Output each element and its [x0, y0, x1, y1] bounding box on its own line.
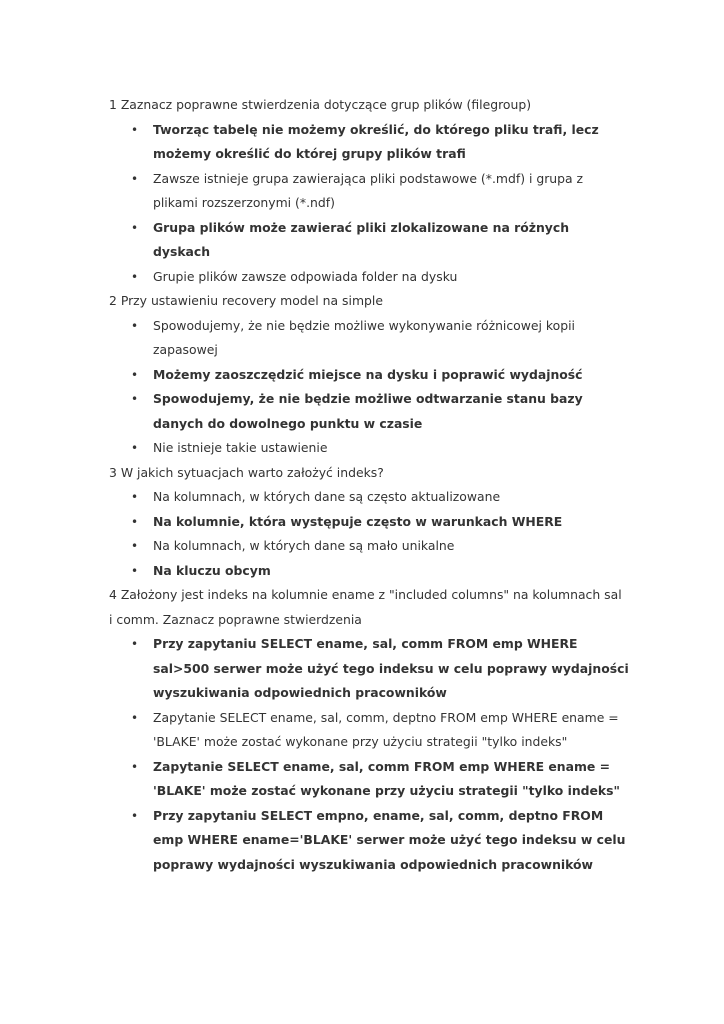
question-1	[109, 93, 629, 289]
answer-text: Zapytanie SELECT ename, sal, comm FROM emp WHERE ename = 'BLAKE' może zostać wykonane przy użyciu strategii "tylko indeks"	[153, 758, 620, 798]
answer-item-correct	[109, 804, 629, 878]
bullet-icon: •	[131, 514, 139, 529]
answer-text: Przy zapytaniu SELECT ename, sal, comm FROM emp WHERE sal>500 serwer może użyć tego indeksu w celu poprawy wydajności wyszukiwania odpowiednich pracowników	[153, 636, 629, 700]
answer-item-correct	[109, 510, 629, 535]
bullet-icon: •	[131, 367, 139, 382]
question-text: 4 Założony jest indeks na kolumnie ename z "included columns" na kolumnach sal i comm. Zaznacz poprawne stwierdzenia	[109, 587, 622, 627]
answer-text: Zapytanie SELECT ename, sal, comm, deptno FROM emp WHERE ename = 'BLAKE' może zostać wykonane przy użyciu strategii "tylko indeks"	[153, 709, 619, 749]
question-4	[109, 583, 629, 877]
answer-text: Spowodujemy, że nie będzie możliwe wykonywanie różnicowej kopii zapasowej	[153, 317, 575, 357]
question-2	[109, 289, 629, 461]
answer-item	[109, 167, 629, 216]
answer-text: Spowodujemy, że nie będzie możliwe odtwarzanie stanu bazy danych do dowolnego punktu w czasie	[153, 391, 583, 431]
bullet-icon: •	[131, 220, 139, 235]
answer-text: Na kluczu obcym	[153, 562, 271, 578]
bullet-icon: •	[131, 808, 139, 823]
bullet-icon: •	[131, 171, 139, 186]
answer-item-correct	[109, 632, 629, 706]
answer-item-correct	[109, 387, 629, 436]
question-text: 3 W jakich sytuacjach warto założyć indeks?	[109, 464, 384, 480]
answer-item	[109, 436, 629, 461]
answer-list	[109, 485, 629, 583]
bullet-icon: •	[131, 710, 139, 725]
answer-item-correct	[109, 216, 629, 265]
bullet-icon: •	[131, 759, 139, 774]
answer-text: Przy zapytaniu SELECT empno, ename, sal, comm, deptno FROM emp WHERE ename='BLAKE' serwer może użyć tego indeksu w celu poprawy wydajności wyszukiwania odpowiednich pracowników	[153, 807, 626, 872]
answer-list	[109, 314, 629, 461]
answer-item	[109, 534, 629, 559]
answer-text: Możemy zaoszczędzić miejsce na dysku i poprawić wydajność	[153, 366, 583, 382]
bullet-icon: •	[131, 563, 139, 578]
answer-item-correct	[109, 118, 629, 167]
bullet-icon: •	[131, 392, 139, 406]
answer-item-correct	[109, 363, 629, 388]
answer-item-correct	[109, 755, 629, 804]
bullet-icon: •	[131, 318, 139, 333]
answer-text: Na kolumnie, która występuje często w warunkach WHERE	[153, 513, 563, 529]
question-3	[109, 461, 629, 584]
answer-text: Grupie plików zawsze odpowiada folder na dysku	[153, 268, 458, 284]
bullet-icon: •	[131, 539, 139, 553]
answer-item-correct	[109, 559, 629, 584]
question-text: 1 Zaznacz poprawne stwierdzenia dotyczące grup plików (filegroup)	[109, 97, 532, 112]
answer-text: Nie istnieje takie ustawienie	[153, 440, 328, 455]
answer-text: Na kolumnach, w których dane są często aktualizowane	[153, 489, 501, 504]
answer-item	[109, 265, 629, 290]
answer-item	[109, 314, 629, 363]
bullet-icon: •	[131, 269, 139, 284]
answer-text: Tworząc tabelę nie możemy określić, do którego pliku trafi, lecz możemy określić do której grupy plików trafi	[153, 121, 599, 161]
answer-list	[109, 632, 629, 877]
bullet-icon: •	[131, 490, 139, 504]
bullet-icon: •	[131, 637, 139, 651]
answer-list	[109, 118, 629, 290]
bullet-icon: •	[131, 441, 139, 455]
answer-text: Na kolumnach, w których dane są mało unikalne	[153, 538, 455, 553]
answer-item	[109, 706, 629, 755]
answer-text: Zawsze istnieje grupa zawierająca pliki podstawowe (*.mdf) i grupa z plikami rozszerzonymi (*.ndf)	[153, 170, 584, 210]
document-content	[109, 93, 629, 877]
bullet-icon: •	[131, 122, 139, 137]
answer-item	[109, 485, 629, 510]
answer-text: Grupa plików może zawierać pliki zlokalizowane na różnych dyskach	[153, 219, 570, 259]
question-text: 2 Przy ustawieniu recovery model na simple	[109, 293, 383, 308]
